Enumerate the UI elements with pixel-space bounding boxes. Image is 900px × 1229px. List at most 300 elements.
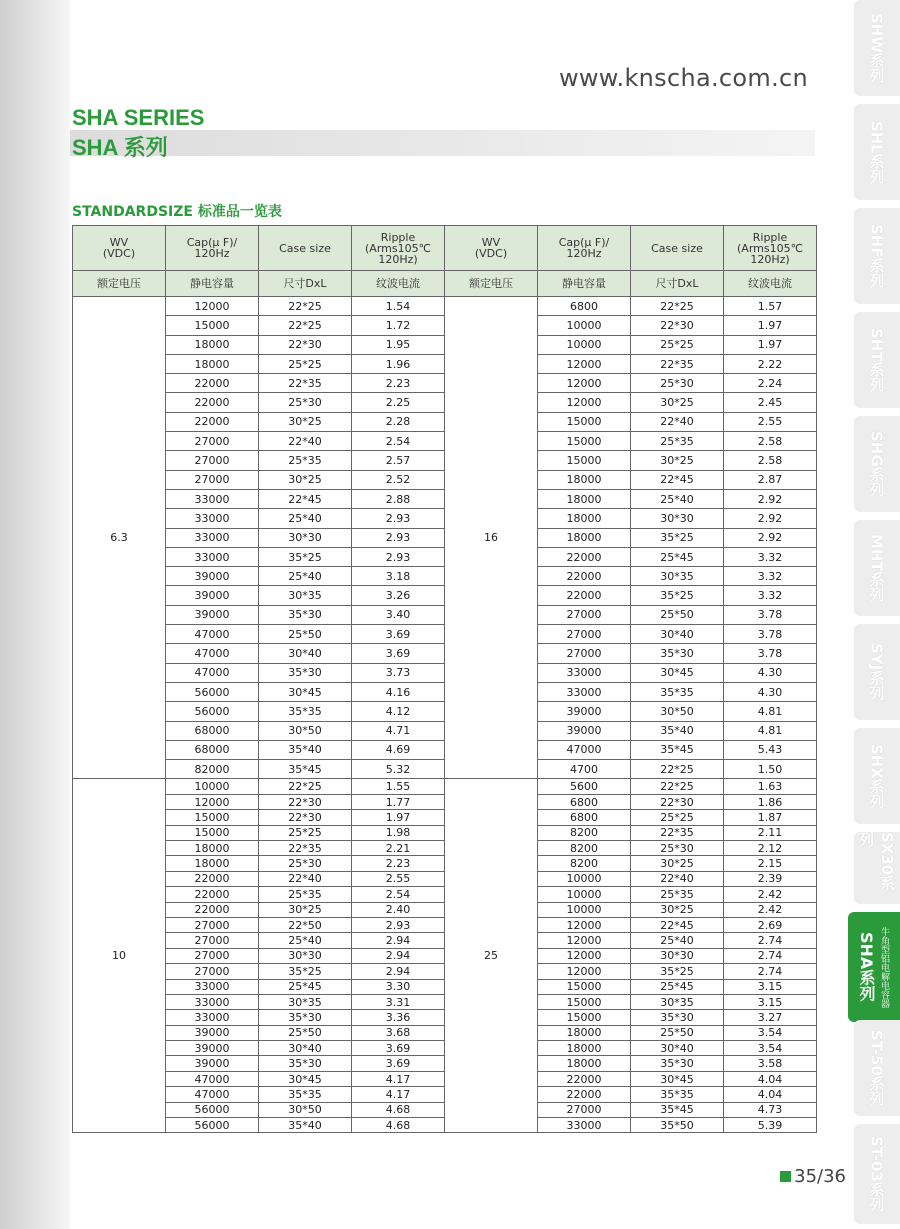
- table-cell: 2.92: [724, 509, 817, 528]
- table-cell: 56000: [166, 1118, 259, 1133]
- table-cell: 2.39: [724, 871, 817, 886]
- table-cell: 1.95: [352, 335, 445, 354]
- voltage-group-left: 10: [73, 779, 166, 1133]
- table-cell: 27000: [166, 933, 259, 948]
- table-cell: 18000: [538, 470, 631, 489]
- table-cell: 33000: [538, 682, 631, 701]
- table-cell: 2.11: [724, 825, 817, 840]
- table-cell: 2.42: [724, 887, 817, 902]
- table-cell: 25*30: [631, 374, 724, 393]
- table-cell: 3.68: [352, 1025, 445, 1040]
- side-tab-1[interactable]: [854, 0, 900, 96]
- table-cell: 18000: [538, 489, 631, 508]
- table-row: [73, 779, 817, 794]
- table-cell: 30*45: [631, 1071, 724, 1086]
- table-cell: 3.26: [352, 586, 445, 605]
- table-cell: 18000: [166, 856, 259, 871]
- column-header-cn: 尺寸DxL: [259, 271, 352, 297]
- table-cell: 25*40: [259, 933, 352, 948]
- table-cell: 1.55: [352, 779, 445, 794]
- table-cell: 22000: [166, 412, 259, 431]
- table-cell: 25*30: [631, 840, 724, 855]
- table-cell: 2.93: [352, 547, 445, 566]
- table-cell: 30*25: [631, 393, 724, 412]
- table-cell: 1.87: [724, 810, 817, 825]
- table-cell: 35*40: [259, 740, 352, 759]
- table-cell: 3.78: [724, 644, 817, 663]
- table-cell: 8200: [538, 856, 631, 871]
- table-cell: 4700: [538, 760, 631, 779]
- table-cell: 3.69: [352, 625, 445, 644]
- side-tab-label: ST-50系列: [867, 1030, 886, 1106]
- side-tab-2[interactable]: [854, 104, 900, 200]
- table-cell: 33000: [166, 994, 259, 1009]
- side-tab-label: SHF系列: [867, 224, 886, 288]
- table-cell: 33000: [538, 1118, 631, 1133]
- table-cell: 18000: [166, 335, 259, 354]
- side-tab-4[interactable]: [854, 312, 900, 408]
- table-cell: 27000: [166, 470, 259, 489]
- table-cell: 2.55: [352, 871, 445, 886]
- table-cell: 33000: [166, 979, 259, 994]
- table-cell: 47000: [166, 625, 259, 644]
- table-cell: 30*45: [259, 682, 352, 701]
- table-cell: 2.69: [724, 917, 817, 932]
- table-cell: 2.15: [724, 856, 817, 871]
- table-cell: 3.32: [724, 547, 817, 566]
- table-cell: 30*30: [259, 528, 352, 547]
- table-cell: 6800: [538, 794, 631, 809]
- table-cell: 5.43: [724, 740, 817, 759]
- table-cell: 2.58: [724, 451, 817, 470]
- side-tab-label: SHA系列: [857, 932, 876, 1002]
- series-title-en: SHA SERIES: [72, 105, 205, 130]
- table-cell: 30*35: [631, 567, 724, 586]
- table-cell: 25*35: [631, 432, 724, 451]
- table-cell: 3.32: [724, 586, 817, 605]
- side-tab-5[interactable]: [854, 416, 900, 512]
- table-cell: 4.73: [724, 1102, 817, 1117]
- side-tab-11[interactable]: [854, 1020, 900, 1116]
- table-cell: 1.72: [352, 316, 445, 335]
- table-cell: 10000: [538, 871, 631, 886]
- table-cell: 3.54: [724, 1041, 817, 1056]
- table-cell: 35*30: [259, 1056, 352, 1071]
- table-cell: 82000: [166, 760, 259, 779]
- table-cell: 35*25: [259, 547, 352, 566]
- table-cell: 22*30: [259, 794, 352, 809]
- table-cell: 30*40: [259, 644, 352, 663]
- column-header-cn: 额定电压: [445, 271, 538, 297]
- table-cell: 30*50: [259, 1102, 352, 1117]
- table-cell: 6800: [538, 810, 631, 825]
- table-cell: 39000: [166, 567, 259, 586]
- table-cell: 27000: [538, 1102, 631, 1117]
- header-row-en: [73, 226, 817, 271]
- title-band: [70, 130, 815, 156]
- table-cell: 15000: [166, 810, 259, 825]
- table-cell: 22*40: [631, 871, 724, 886]
- table-cell: 47000: [166, 1071, 259, 1086]
- table-cell: 22000: [166, 902, 259, 917]
- table-cell: 25*40: [631, 489, 724, 508]
- column-header-en: Cap(μ F)/ 120Hz: [538, 226, 631, 271]
- table-cell: 39000: [538, 721, 631, 740]
- table-cell: 39000: [166, 1056, 259, 1071]
- table-cell: 30*50: [259, 721, 352, 740]
- table-cell: 10000: [538, 335, 631, 354]
- table-cell: 3.40: [352, 605, 445, 624]
- header-row-cn: [73, 271, 817, 297]
- table-cell: 33000: [166, 547, 259, 566]
- table-cell: 1.77: [352, 794, 445, 809]
- table-cell: 18000: [166, 840, 259, 855]
- table-cell: 1.97: [724, 335, 817, 354]
- table-cell: 33000: [166, 509, 259, 528]
- table-cell: 35*35: [631, 682, 724, 701]
- side-tab-12[interactable]: [854, 1124, 900, 1224]
- table-cell: 27000: [166, 917, 259, 932]
- table-cell: 25*50: [631, 1025, 724, 1040]
- table-cell: 2.40: [352, 902, 445, 917]
- table-cell: 2.22: [724, 354, 817, 373]
- table-cell: 3.78: [724, 625, 817, 644]
- side-tab-3[interactable]: [854, 208, 900, 304]
- table-cell: 30*25: [259, 902, 352, 917]
- table-cell: 12000: [538, 933, 631, 948]
- table-cell: 35*35: [631, 1087, 724, 1102]
- table-cell: 25*25: [259, 825, 352, 840]
- table-cell: 18000: [538, 1025, 631, 1040]
- table-cell: 15000: [538, 432, 631, 451]
- table-cell: 30*40: [631, 1041, 724, 1056]
- table-cell: 25*25: [631, 810, 724, 825]
- table-cell: 2.94: [352, 933, 445, 948]
- page-marker-square: [780, 1171, 791, 1182]
- table-cell: 35*45: [259, 760, 352, 779]
- table-cell: 22*50: [259, 917, 352, 932]
- column-header-cn: 额定电压: [73, 271, 166, 297]
- table-cell: 4.16: [352, 682, 445, 701]
- side-tab-8[interactable]: [854, 728, 900, 824]
- table-cell: 3.32: [724, 567, 817, 586]
- table-cell: 15000: [538, 994, 631, 1009]
- table-cell: 8200: [538, 840, 631, 855]
- table-cell: 5600: [538, 779, 631, 794]
- table-cell: 30*30: [631, 948, 724, 963]
- table-cell: 12000: [538, 354, 631, 373]
- table-cell: 3.36: [352, 1010, 445, 1025]
- table-cell: 4.12: [352, 702, 445, 721]
- table-cell: 15000: [538, 1010, 631, 1025]
- table-cell: 22*45: [259, 489, 352, 508]
- table-cell: 35*25: [631, 964, 724, 979]
- table-cell: 3.18: [352, 567, 445, 586]
- table-cell: 33000: [166, 1010, 259, 1025]
- side-tab-label: SX30系列: [857, 832, 896, 891]
- side-tab-6[interactable]: [854, 520, 900, 616]
- table-cell: 22000: [538, 547, 631, 566]
- table-cell: 22*30: [259, 810, 352, 825]
- table-cell: 10000: [166, 779, 259, 794]
- side-tab-label: SYJ系列: [867, 643, 886, 701]
- table-cell: 35*25: [259, 964, 352, 979]
- table-cell: 47000: [166, 1087, 259, 1102]
- table-cell: 22000: [166, 374, 259, 393]
- table-cell: 25*30: [259, 393, 352, 412]
- table-cell: 2.42: [724, 902, 817, 917]
- table-cell: 2.94: [352, 964, 445, 979]
- column-header-en: Cap(μ F)/ 120Hz: [166, 226, 259, 271]
- table-cell: 47000: [166, 644, 259, 663]
- table-cell: 25*40: [259, 509, 352, 528]
- table-cell: 35*35: [259, 1087, 352, 1102]
- table-cell: 3.30: [352, 979, 445, 994]
- table-cell: 3.27: [724, 1010, 817, 1025]
- table-cell: 25*40: [631, 933, 724, 948]
- table-cell: 22*45: [631, 470, 724, 489]
- page-number: [780, 1166, 846, 1187]
- side-tab-label: SHL系列: [867, 120, 886, 184]
- table-cell: 30*25: [259, 412, 352, 431]
- table-cell: 4.30: [724, 682, 817, 701]
- table-cell: 2.23: [352, 856, 445, 871]
- table-cell: 27000: [538, 644, 631, 663]
- column-header-en: Ripple (Arms105℃ 120Hz): [352, 226, 445, 271]
- table-cell: 22*25: [631, 297, 724, 316]
- table-cell: 27000: [166, 948, 259, 963]
- table-cell: 22*40: [631, 412, 724, 431]
- table-cell: 1.54: [352, 297, 445, 316]
- table-cell: 3.15: [724, 979, 817, 994]
- table-cell: 35*30: [631, 1010, 724, 1025]
- table-cell: 3.31: [352, 994, 445, 1009]
- table-cell: 22*25: [631, 779, 724, 794]
- table-cell: 3.58: [724, 1056, 817, 1071]
- table-cell: 4.17: [352, 1087, 445, 1102]
- table-cell: 12000: [166, 794, 259, 809]
- table-cell: 4.68: [352, 1102, 445, 1117]
- table-cell: 2.54: [352, 432, 445, 451]
- table-row: [73, 297, 817, 316]
- left-gradient-bar: [0, 0, 70, 1229]
- table-cell: 12000: [538, 948, 631, 963]
- table-cell: 12000: [538, 964, 631, 979]
- table-cell: 30*25: [631, 902, 724, 917]
- table-cell: 12000: [538, 374, 631, 393]
- table-cell: 25*45: [259, 979, 352, 994]
- table-cell: 35*30: [259, 1010, 352, 1025]
- table-cell: 12000: [538, 393, 631, 412]
- table-cell: 30*25: [631, 451, 724, 470]
- side-tab-label: MHT系列: [867, 534, 886, 602]
- table-cell: 30*25: [631, 856, 724, 871]
- table-cell: 30*30: [631, 509, 724, 528]
- voltage-group-left: 6.3: [73, 297, 166, 779]
- table-cell: 1.96: [352, 354, 445, 373]
- table-cell: 30*35: [259, 586, 352, 605]
- voltage-group-right: 25: [445, 779, 538, 1133]
- table-cell: 68000: [166, 740, 259, 759]
- table-cell: 5.32: [352, 760, 445, 779]
- table-cell: 30*25: [259, 470, 352, 489]
- table-cell: 22000: [166, 393, 259, 412]
- voltage-group-right: 16: [445, 297, 538, 779]
- side-tab-10[interactable]: [848, 912, 900, 1022]
- table-cell: 56000: [166, 1102, 259, 1117]
- table-subtitle: STANDARDSIZE 标准品一览表: [72, 204, 282, 220]
- table-cell: 27000: [166, 451, 259, 470]
- table-cell: 15000: [538, 451, 631, 470]
- table-cell: 25*35: [259, 451, 352, 470]
- table-cell: 22*25: [259, 316, 352, 335]
- table-cell: 3.78: [724, 605, 817, 624]
- table-cell: 2.88: [352, 489, 445, 508]
- table-cell: 18000: [538, 528, 631, 547]
- table-cell: 12000: [538, 917, 631, 932]
- table-cell: 25*50: [259, 1025, 352, 1040]
- table-cell: 35*35: [259, 702, 352, 721]
- table-cell: 10000: [538, 902, 631, 917]
- table-cell: 2.58: [724, 432, 817, 451]
- table-cell: 1.57: [724, 297, 817, 316]
- table-cell: 25*50: [631, 605, 724, 624]
- table-cell: 25*45: [631, 547, 724, 566]
- table-cell: 22*30: [631, 316, 724, 335]
- standard-size-table: [72, 225, 817, 1133]
- table-cell: 39000: [166, 1025, 259, 1040]
- table-cell: 18000: [538, 509, 631, 528]
- table-cell: 30*45: [631, 663, 724, 682]
- table-cell: 22*25: [259, 297, 352, 316]
- table-cell: 25*40: [259, 567, 352, 586]
- column-header-cn: 纹波电流: [352, 271, 445, 297]
- table-cell: 35*30: [631, 1056, 724, 1071]
- side-tab-label: ST-03系列: [867, 1136, 886, 1212]
- table-cell: 30*35: [631, 994, 724, 1009]
- column-header-en: Case size: [259, 226, 352, 271]
- table-cell: 2.93: [352, 528, 445, 547]
- table-cell: 27000: [538, 625, 631, 644]
- table-cell: 4.17: [352, 1071, 445, 1086]
- series-side-tabs: [845, 0, 900, 1229]
- table-cell: 1.97: [724, 316, 817, 335]
- table-cell: 18000: [538, 1041, 631, 1056]
- table-cell: 56000: [166, 682, 259, 701]
- table-cell: 22*40: [259, 432, 352, 451]
- table-cell: 2.52: [352, 470, 445, 489]
- table-cell: 10000: [538, 887, 631, 902]
- table-cell: 30*40: [631, 625, 724, 644]
- side-tab-label: SHT系列: [867, 328, 886, 392]
- side-tab-label: SHG系列: [867, 431, 886, 497]
- table-cell: 2.93: [352, 509, 445, 528]
- table-cell: 22000: [538, 586, 631, 605]
- table-cell: 8200: [538, 825, 631, 840]
- side-tab-sublabel: 牛角型铝电解电容器: [879, 926, 889, 1008]
- table-cell: 35*40: [631, 721, 724, 740]
- table-cell: 4.69: [352, 740, 445, 759]
- table-cell: 33000: [166, 528, 259, 547]
- table-cell: 22*35: [631, 354, 724, 373]
- website-url: www.knscha.com.cn: [558, 64, 808, 92]
- table-cell: 2.12: [724, 840, 817, 855]
- table-cell: 2.93: [352, 917, 445, 932]
- table-cell: 27000: [166, 432, 259, 451]
- page-number-text: 35/36: [794, 1166, 846, 1187]
- table-cell: 27000: [166, 964, 259, 979]
- table-cell: 12000: [166, 297, 259, 316]
- table-cell: 22*25: [631, 760, 724, 779]
- table-cell: 1.86: [724, 794, 817, 809]
- table-cell: 2.92: [724, 528, 817, 547]
- table-cell: 4.68: [352, 1118, 445, 1133]
- table-cell: 3.54: [724, 1025, 817, 1040]
- table-cell: 3.15: [724, 994, 817, 1009]
- table-cell: 4.81: [724, 702, 817, 721]
- table-cell: 39000: [166, 1041, 259, 1056]
- table-cell: 5.39: [724, 1118, 817, 1133]
- column-header-cn: 纹波电流: [724, 271, 817, 297]
- table-cell: 22000: [538, 567, 631, 586]
- table-cell: 6800: [538, 297, 631, 316]
- table-cell: 15000: [166, 825, 259, 840]
- table-cell: 4.04: [724, 1087, 817, 1102]
- table-cell: 33000: [538, 663, 631, 682]
- table-cell: 3.73: [352, 663, 445, 682]
- table-cell: 56000: [166, 702, 259, 721]
- table-cell: 22*30: [631, 794, 724, 809]
- table-cell: 25*50: [259, 625, 352, 644]
- table-cell: 15000: [166, 316, 259, 335]
- table-cell: 18000: [166, 354, 259, 373]
- column-header-cn: 静电容量: [166, 271, 259, 297]
- table-cell: 10000: [538, 316, 631, 335]
- table-cell: 30*35: [259, 994, 352, 1009]
- side-tab-7[interactable]: [854, 624, 900, 720]
- table-cell: 2.87: [724, 470, 817, 489]
- table-cell: 4.81: [724, 721, 817, 740]
- table-cell: 1.98: [352, 825, 445, 840]
- table-cell: 30*30: [259, 948, 352, 963]
- table-cell: 2.25: [352, 393, 445, 412]
- table-cell: 2.23: [352, 374, 445, 393]
- table-cell: 3.69: [352, 1056, 445, 1071]
- column-header-en: WV (VDC): [73, 226, 166, 271]
- table-cell: 22000: [538, 1071, 631, 1086]
- table-cell: 35*50: [631, 1118, 724, 1133]
- table-cell: 35*30: [631, 644, 724, 663]
- table-cell: 18000: [538, 1056, 631, 1071]
- table-cell: 35*45: [631, 740, 724, 759]
- table-cell: 39000: [538, 702, 631, 721]
- table-cell: 1.50: [724, 760, 817, 779]
- table-cell: 25*45: [631, 979, 724, 994]
- table-cell: 22000: [538, 1087, 631, 1102]
- table-cell: 22*25: [259, 779, 352, 794]
- table-cell: 22000: [166, 887, 259, 902]
- table-cell: 25*25: [631, 335, 724, 354]
- table-cell: 1.97: [352, 810, 445, 825]
- table-cell: 35*25: [631, 528, 724, 547]
- table-cell: 25*30: [259, 856, 352, 871]
- table-cell: 35*45: [631, 1102, 724, 1117]
- side-tab-label: SHX系列: [867, 743, 886, 809]
- side-tab-9[interactable]: [854, 832, 900, 904]
- table-cell: 22*35: [259, 374, 352, 393]
- table-cell: 33000: [166, 489, 259, 508]
- table-cell: 25*35: [259, 887, 352, 902]
